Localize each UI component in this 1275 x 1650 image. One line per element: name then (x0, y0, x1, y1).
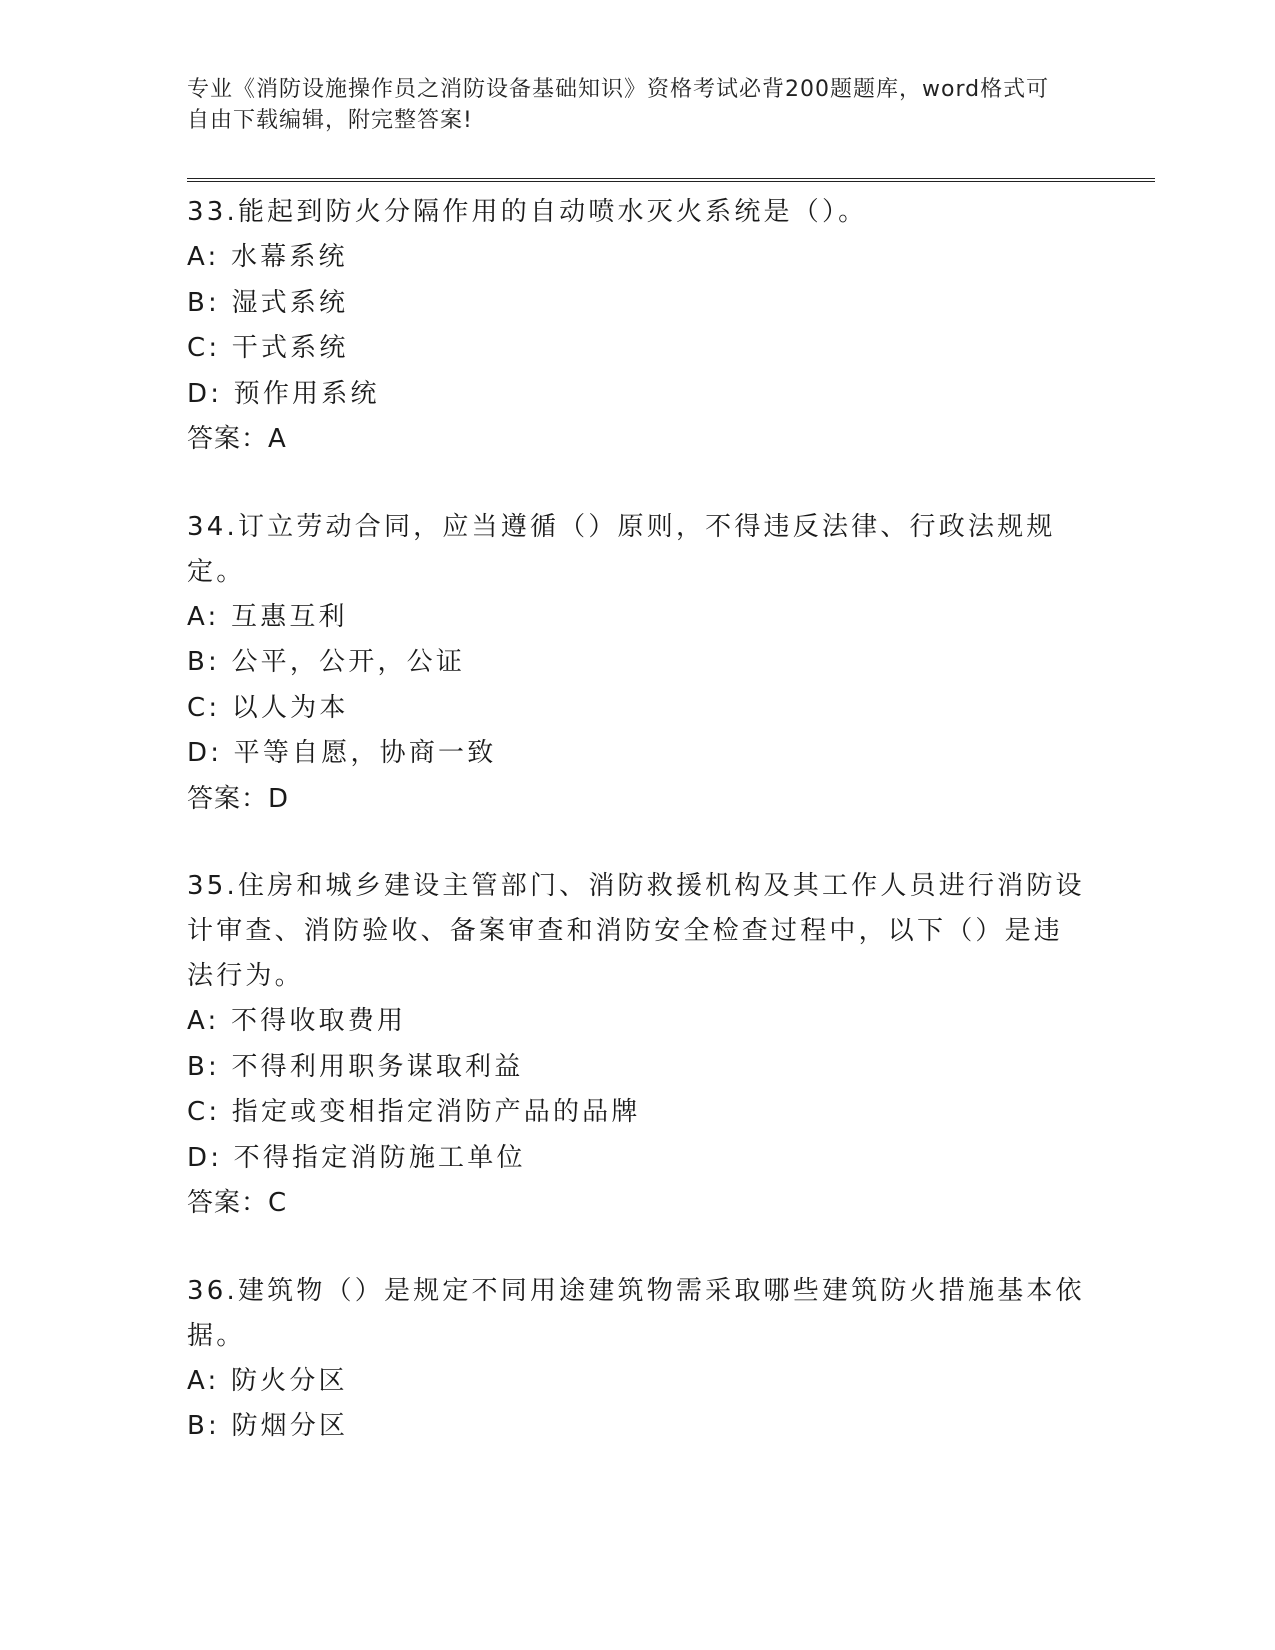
option-b: B: 湿式系统 (187, 287, 349, 318)
answer-label: 答案：C (187, 1188, 288, 1218)
question-title: 35.住房和城乡建设主管部门、消防救援机构及其工作人员进行消防设计审查、消防验收、备案审查和消防安全检查过程中，以下（）是违法行为。 (187, 871, 1085, 991)
option-a: A: 不得收取费用 (187, 1006, 407, 1036)
option-b: B: 不得利用职务谋取利益 (187, 1051, 524, 1082)
option-c: C: 以人为本 (187, 692, 349, 723)
option-b: B: 公平，公开，公证 (187, 647, 466, 677)
option-a: A: 互惠互利 (187, 601, 348, 632)
question-title: 33.能起到防火分隔作用的自动喷水灭火系统是（）。 (187, 197, 868, 227)
question-title: 34.订立劳动合同，应当遵循（）原则，不得违反法律、行政法规规定。 (187, 511, 1056, 587)
option-c: C: 干式系统 (187, 333, 349, 363)
option-d: D: 不得指定消防施工单位 (187, 1142, 526, 1173)
document-header: 专业《消防设施操作员之消防设备基础知识》资格考试必背200题题库，word格式可自由下载编辑，附完整答案! (187, 77, 1050, 133)
question-33 (187, 190, 1087, 463)
header-divider (187, 178, 1155, 182)
option-c: C: 指定或变相指定消防产品的品牌 (187, 1097, 641, 1127)
question-36 (187, 1269, 1087, 1450)
question-list (187, 190, 1087, 1450)
question-title: 36.建筑物（）是规定不同用途建筑物需采取哪些建筑防火措施基本依据。 (187, 1275, 1085, 1351)
answer-label: 答案：A (187, 424, 287, 454)
option-a: A: 水幕系统 (187, 242, 348, 272)
question-34 (187, 505, 1087, 823)
answer-label: 答案：D (187, 783, 290, 814)
question-spacer (187, 822, 1087, 864)
option-a: A: 防火分区 (187, 1365, 348, 1396)
option-d: D: 平等自愿，协商一致 (187, 738, 497, 768)
question-spacer (187, 463, 1087, 505)
option-b: B: 防烟分区 (187, 1411, 349, 1441)
option-d: D: 预作用系统 (187, 378, 380, 409)
question-35 (187, 864, 1087, 1227)
question-spacer (187, 1227, 1087, 1269)
